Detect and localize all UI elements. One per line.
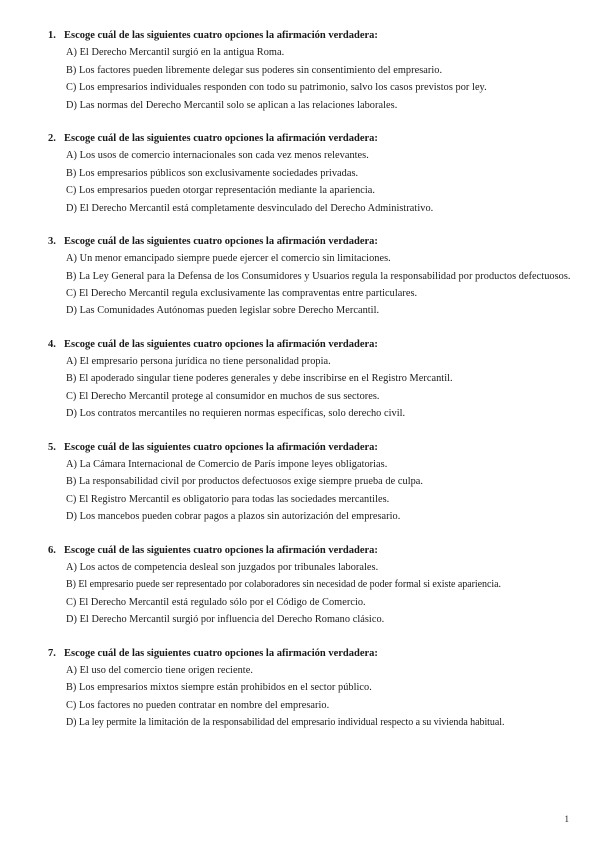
- option-c: C) Los factores no pueden contratar en nombre del empresario.: [66, 699, 330, 711]
- question-header: [48, 544, 573, 559]
- question-2: [48, 132, 573, 217]
- question-number: 3.: [48, 236, 56, 247]
- option-a: A) El uso del comercio tiene origen reciente.: [66, 664, 253, 676]
- option-d: D) Las normas del Derecho Mercantil solo se aplican a las relaciones laborales.: [66, 99, 398, 111]
- question-list: [48, 29, 573, 750]
- question-number: 2.: [48, 133, 56, 144]
- option-b: B) Los factores pueden libremente delegar sus poderes sin consentimiento del empresario.: [66, 64, 443, 76]
- question-number: 6.: [48, 544, 56, 556]
- question-prompt: Escoge cuál de las siguientes cuatro opciones la afirmación verdadera:: [64, 338, 378, 350]
- question-header: [48, 29, 573, 44]
- option-d: D) La ley permite la limitación de la responsabilidad del empresario individual respecto a su vivienda habitual.: [66, 717, 505, 728]
- question-5: [48, 441, 573, 526]
- question-4: [48, 338, 573, 423]
- option-c: C) El Derecho Mercantil protege al consumidor en muchos de sus sectores.: [66, 390, 380, 402]
- question-header: [48, 132, 573, 147]
- option-b: B) El empresario puede ser representado por colaboradores sin necesidad de poder formal si existe apariencia.: [66, 579, 501, 590]
- question-6: [48, 544, 573, 629]
- option-c: C) El Derecho Mercantil está regulado sólo por el Código de Comercio.: [66, 596, 366, 608]
- option-a: A) Un menor emancipado siempre puede ejercer el comercio sin limitaciones.: [66, 253, 391, 264]
- option-a: A) El Derecho Mercantil surgió en la antigua Roma.: [66, 47, 285, 58]
- option-b: B) El apoderado singular tiene poderes generales y debe inscribirse en el Registro Mercantil.: [66, 373, 453, 384]
- option-d: D) Los contratos mercantiles no requieren normas específicas, solo derecho civil.: [66, 408, 406, 419]
- question-number: 5.: [48, 441, 56, 453]
- question-header: [48, 235, 573, 250]
- question-prompt: Escoge cuál de las siguientes cuatro opciones la afirmación verdadera:: [64, 236, 378, 247]
- option-b: B) Los empresarios públicos son exclusivamente sociedades privadas.: [66, 167, 359, 179]
- option-c: C) El Derecho Mercantil regula exclusivamente las compraventas entre particulares.: [66, 287, 418, 299]
- question-prompt: Escoge cuál de las siguientes cuatro opciones la afirmación verdadera:: [64, 133, 378, 144]
- option-a: A) La Cámara Internacional de Comercio de París impone leyes obligatorias.: [66, 458, 388, 470]
- question-7: [48, 647, 573, 732]
- option-c: C) Los empresarios individuales responden con todo su patrimonio, salvo los casos previstos por ley.: [66, 82, 487, 93]
- option-d: D) El Derecho Mercantil surgió por influencia del Derecho Romano clásico.: [66, 614, 385, 625]
- option-d: D) Las Comunidades Autónomas pueden legislar sobre Derecho Mercantil.: [66, 305, 380, 316]
- question-1: [48, 29, 573, 114]
- question-header: [48, 647, 573, 662]
- question-prompt: Escoge cuál de las siguientes cuatro opciones la afirmación verdadera:: [64, 647, 378, 659]
- question-prompt: Escoge cuál de las siguientes cuatro opciones la afirmación verdadera:: [64, 544, 378, 556]
- option-c: C) Los empresarios pueden otorgar representación mediante la apariencia.: [66, 185, 376, 196]
- question-header: [48, 441, 573, 456]
- question-prompt: Escoge cuál de las siguientes cuatro opciones la afirmación verdadera:: [64, 30, 378, 41]
- option-d: D) Los mancebos pueden cobrar pagos a plazos sin autorización del empresario.: [66, 511, 401, 522]
- page-number: 1: [564, 814, 569, 824]
- question-number: 4.: [48, 338, 56, 350]
- option-d: D) El Derecho Mercantil está completamente desvinculado del Derecho Administrativo.: [66, 202, 434, 214]
- option-a: A) Los actos de competencia desleal son juzgados por tribunales laborales.: [66, 561, 379, 573]
- question-prompt: Escoge cuál de las siguientes cuatro opciones la afirmación verdadera:: [64, 441, 378, 453]
- option-a: A) Los usos de comercio internacionales son cada vez menos relevantes.: [66, 150, 369, 161]
- option-b: B) La responsabilidad civil por productos defectuosos exige siempre prueba de culpa.: [66, 476, 424, 487]
- question-number: 1.: [48, 30, 56, 41]
- question-number: 7.: [48, 647, 56, 659]
- option-b: B) Los empresarios mixtos siempre están prohibidos en el sector público.: [66, 682, 372, 693]
- option-b: B) La Ley General para la Defensa de los Consumidores y Usuarios regula la responsabilidad por productos defectuosos.: [66, 270, 571, 282]
- option-c: C) El Registro Mercantil es obligatorio para todas las sociedades mercantiles.: [66, 493, 390, 505]
- option-a: A) El empresario persona jurídica no tiene personalidad propia.: [66, 355, 331, 367]
- question-3: [48, 235, 573, 320]
- question-header: [48, 338, 573, 353]
